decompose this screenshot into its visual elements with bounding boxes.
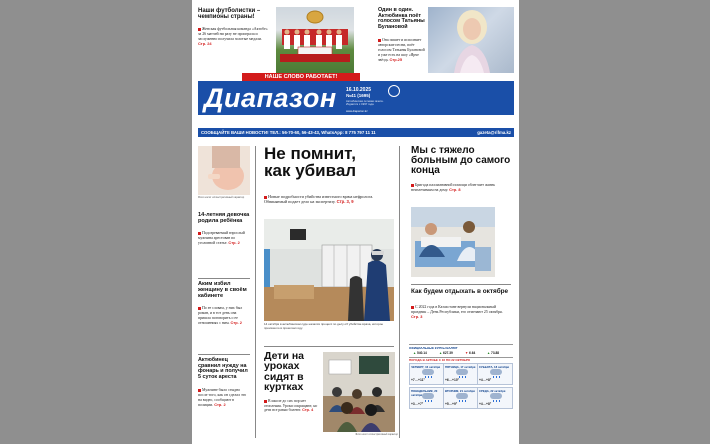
weather-title: ПОГОДА В АКТОБЕ С 16 ПО 22 ОКТЯБРЯ (409, 358, 470, 362)
teaser-football-headline[interactable]: Наши футболистки – чемпионы страны! (198, 8, 261, 21)
bullet-icon (198, 28, 201, 31)
holidays-story-text: С 2022 года в Казахстане вернули национальный праздник – День Республики, его отмечают 25 октября. Стр. 3 (411, 305, 503, 319)
palliative-story-text: Бригада паллиативной помощи облегчает жизнь неизлечимым на дому. Стр. 8 (411, 183, 496, 192)
weather-day: ЧЕТВЕРГ, 16 октября +7…+11° (409, 363, 445, 385)
cloud-rain-icon (422, 393, 434, 399)
bullet-icon (198, 307, 201, 310)
singer-photo-svg (428, 7, 514, 73)
page-reference[interactable]: Стр. 2 (228, 239, 240, 245)
weather-day: ВТОРНИК, 21 октября +5…+9° (443, 387, 479, 409)
second-story-headline[interactable]: Дети на уроках сидят в куртках (264, 350, 305, 393)
page-reference[interactable]: Стр. 2 (214, 401, 226, 407)
bullet-icon (198, 389, 201, 392)
story-akim-text: По ее словам, у них был роман, и в тот день она пришла поговорить о ее отношениях с ним. Стр. 2 (198, 306, 243, 325)
page-reference[interactable]: Стр. 4 (302, 408, 314, 413)
contact-bar (198, 128, 514, 137)
masthead-slogan: НАШЕ СЛОВО РАБОТАЕТ! (242, 73, 360, 81)
palliative-story-headline[interactable]: Мы с тяжело больным до самого конца (411, 145, 511, 177)
weather-day: ПЯТНИЦА, 17 октября +6…+10° (443, 363, 479, 385)
story-akim-headline[interactable]: Аким избил женщину в своём кабинете (198, 281, 247, 299)
palliative-photo (411, 207, 495, 277)
column-rule (399, 146, 400, 438)
masthead-info: Актюбинская сетевая газета. Издаётся с 1997 года (346, 99, 384, 107)
pregnancy-photo-svg (198, 146, 250, 195)
currency-rates-title: ОФИЦИАЛЬНЫЕ КУРСЫ ВАЛЮТ (409, 346, 458, 350)
bullet-icon (198, 232, 201, 235)
holidays-story-headline[interactable]: Как будем отдыхать в октябре (411, 288, 509, 295)
cloud-rain-icon (456, 393, 468, 399)
teaser-singer-headline[interactable]: Один в один. Актюбинка поёт голосом Татьяны Булановой (378, 7, 425, 31)
divider (411, 284, 511, 285)
weather-day: СУББОТА, 18 октября +4…+8° (477, 363, 513, 385)
classroom-photo-caption: Фото носит иллюстративный характер (355, 433, 398, 436)
teaser-football-text: Женская футбольная команда «Актобе» за 26 матчей ни разу не проиграла и заслуженно получила золотые медали. Стр. 24 (198, 27, 268, 46)
singer-photo (428, 7, 514, 73)
masthead-date: 16.10.2025 (346, 87, 372, 93)
cloud-rain-icon (490, 393, 502, 399)
classroom-photo-svg (323, 352, 395, 432)
masthead-name: Диапазон (204, 83, 337, 113)
masthead-banner (198, 81, 514, 115)
masthead-issue: №41 (1695) (346, 93, 371, 98)
page-reference[interactable]: Стр. 3, 9 (336, 199, 354, 205)
bullet-icon (411, 306, 414, 309)
divider (198, 278, 250, 279)
teaser-singer-text: Она пишет и исполняет авторские песни, поёт голосом Татьяны Булановой и уже есть на шоу «Ярче звёзд» Стр.25 (378, 38, 425, 62)
bullet-icon (378, 39, 381, 42)
story-girl-headline[interactable]: 14-летняя девочка родила ребёнка (198, 212, 250, 224)
page-reference[interactable]: Стр. 2 (230, 319, 242, 325)
currency-rates-box (409, 344, 513, 358)
story-girl-text: Подозреваемый взрослый мужчина арестован по уголовной статье. Стр. 2 (198, 231, 245, 245)
courtroom-photo-caption: 14 октября в актюбинском суде начался процесс по делу об убийстве врача, которое произошло в прошлом году. (264, 322, 384, 330)
story-lamp-headline[interactable]: Актюбинец сравнил нужду на фонарь и получил 5 суток ареста (198, 357, 248, 381)
divider (198, 354, 250, 355)
story-lamp-text: Мужчине было стыдно после того, как он сделал это на видео, сообщают в полиции. Стр. 2 (198, 388, 247, 407)
team-photo-svg (276, 7, 354, 73)
football-team-photo (276, 7, 354, 73)
page-reference[interactable]: Стр. 8 (449, 186, 461, 192)
courtroom-photo (264, 219, 394, 321)
rate-rub: ▼ 6.64 (465, 351, 476, 355)
second-story-text: В школе до сих пор нет отопления. Уроки сокращают, но дети все равно болеют. Стр. 4 (264, 399, 318, 413)
cloud-rain-icon (490, 369, 502, 375)
weather-day: ПОНЕДЕЛЬНИК, 20 октября +3…+7° (409, 387, 445, 409)
page-reference[interactable]: Стр. 3 (411, 313, 423, 319)
rate-usd: ▲ 540.14 (413, 351, 427, 355)
newspaper-front-page (192, 0, 519, 444)
rate-cny: ▲ 73.88 (487, 351, 500, 355)
contact-phones[interactable]: СООБЩАЙТЕ ВАШИ НОВОСТИ! ТЕЛ.: 56-70-60, 56-43-43, WhatsApp: 8 775 797 11 11 (201, 130, 376, 135)
pregnancy-photo (198, 146, 250, 195)
courtroom-photo-svg (264, 219, 394, 321)
age-badge-icon (388, 85, 400, 97)
page-reference[interactable]: Стр.25 (389, 56, 402, 62)
pregnancy-photo-caption: Фото носит иллюстративный характер (198, 196, 245, 199)
contact-email[interactable]: gazeta@rifma.kz (477, 130, 511, 135)
classroom-photo (323, 352, 395, 432)
masthead-site[interactable]: www.diapazon.kz (346, 109, 368, 113)
column-rule (255, 146, 256, 438)
bullet-icon (264, 196, 267, 199)
palliative-photo-svg (411, 207, 495, 277)
cloud-rain-icon (422, 369, 434, 375)
main-story-headline[interactable]: Не помнит, как убивал (264, 144, 357, 180)
main-story-text: Новые подробности убийства известного врача нефрологa. Обвиняемый подает дело на экспертизу. Стр. 3, 9 (264, 194, 374, 205)
weather-day: СРЕДА, 22 октября +4…+8° (477, 387, 513, 409)
bullet-icon (411, 184, 414, 187)
rate-eur: ▲ 627.39 (439, 351, 453, 355)
cloud-rain-icon (456, 369, 468, 375)
page-reference[interactable]: Стр. 24 (198, 40, 212, 46)
divider (264, 346, 394, 347)
bullet-icon (264, 400, 267, 403)
